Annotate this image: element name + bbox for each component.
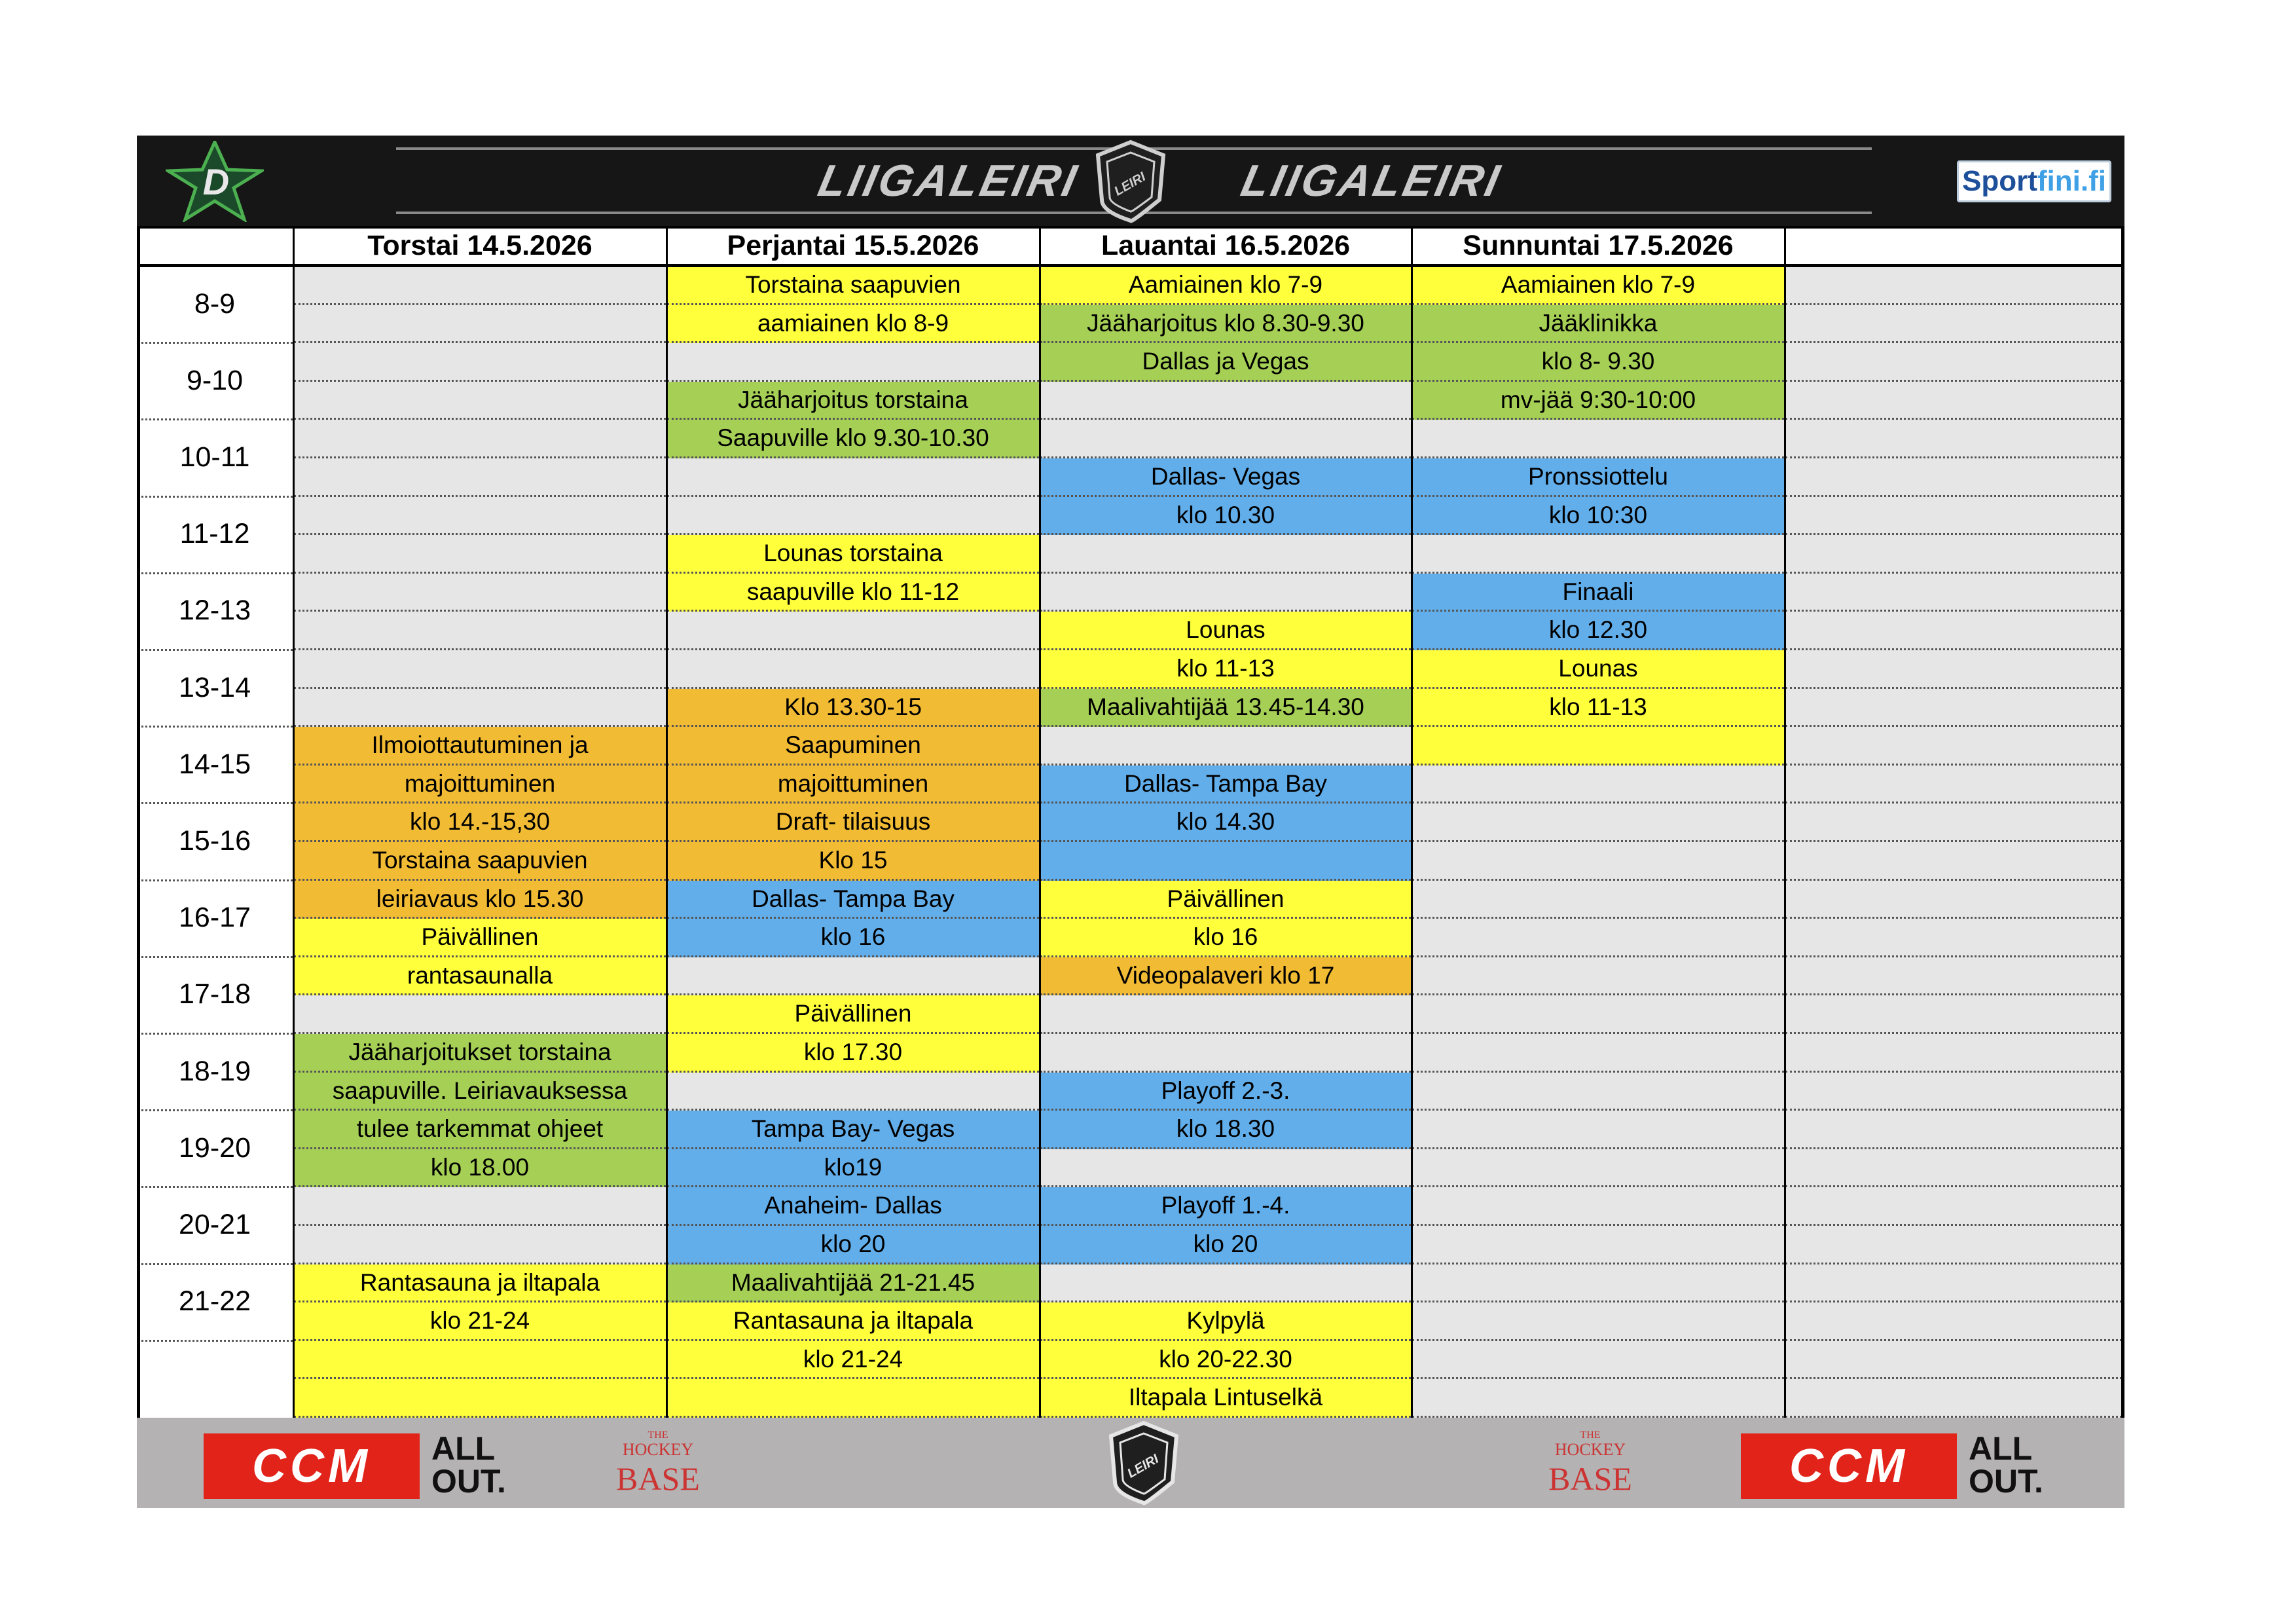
- sportfinni-logo-part2: fini.fi: [2037, 165, 2106, 197]
- schedule-cell: klo 11-13: [1412, 689, 1784, 728]
- schedule-cell: [294, 420, 666, 458]
- schedule-cell: [294, 650, 666, 689]
- day-header-3: Lauantai 16.5.2026: [1040, 226, 1411, 265]
- schedule-cell: [1785, 650, 2122, 689]
- grid-line: [137, 226, 140, 1418]
- sportfinni-logo: [1957, 160, 2111, 202]
- schedule-cell: Playoff 1.-4.: [1040, 1187, 1411, 1226]
- ccm-logo-left-text: CCM: [252, 1440, 371, 1492]
- schedule-cell: [1412, 1111, 1784, 1149]
- header-band: [137, 136, 2124, 226]
- schedule-cell: [294, 535, 666, 574]
- schedule-cell: Aamiainen klo 7-9: [1412, 267, 1784, 305]
- day-header-2: Perjantai 15.5.2026: [667, 226, 1039, 265]
- schedule-cell: [1785, 267, 2122, 305]
- schedule-cell: [667, 1073, 1039, 1111]
- schedule-cell: klo 21-24: [294, 1302, 666, 1341]
- schedule-cell: klo 16: [667, 919, 1039, 957]
- schedule-cell: klo 16: [1040, 919, 1411, 957]
- schedule-cell: [1785, 420, 2122, 458]
- grid-line: [2121, 226, 2124, 1418]
- schedule-cell: klo 14.-15,30: [294, 803, 666, 842]
- time-slot-label: 11-12: [179, 518, 250, 550]
- nhl-liigaleiri-shield-icon: [1090, 139, 1171, 223]
- schedule-cell: [1785, 1187, 2122, 1226]
- schedule-cell: [294, 497, 666, 536]
- schedule-cell: Lounas torstaina: [667, 535, 1039, 574]
- all-out-text-left: [431, 1432, 530, 1498]
- schedule-cell: Anaheim- Dallas: [667, 1187, 1039, 1226]
- grid-line: [1039, 226, 1041, 1418]
- schedule-cell: Klo 13.30-15: [667, 689, 1039, 728]
- all-out-left-line1: ALL: [431, 1430, 496, 1467]
- schedule-cell: Finaali: [1412, 574, 1784, 612]
- svg-text:D: D: [202, 161, 230, 202]
- schedule-cell: klo 8- 9.30: [1412, 343, 1784, 382]
- schedule-cell: [1040, 382, 1411, 420]
- hockey-base-right-hockey: HOCKEY: [1554, 1440, 1626, 1459]
- schedule-cell: Draft- tilaisuus: [667, 803, 1039, 842]
- schedule-cell: [294, 458, 666, 497]
- schedule-cell: [1412, 957, 1784, 996]
- schedule-cell: saapuville. Leiriavauksessa: [294, 1073, 666, 1111]
- schedule-cell: [1040, 574, 1411, 612]
- schedule-table: [137, 226, 2124, 1418]
- schedule-cell: tulee tarkemmat ohjeet: [294, 1111, 666, 1149]
- schedule-cell: [1785, 305, 2122, 344]
- schedule-cell: klo 18.30: [1040, 1111, 1411, 1149]
- schedule-cell: Päivällinen: [667, 995, 1039, 1034]
- time-slot-separator: [137, 726, 293, 728]
- schedule-cell: Lounas: [1412, 650, 1784, 689]
- day-header-5: [1785, 226, 2122, 265]
- schedule-cell: [294, 574, 666, 612]
- schedule-cell: [1412, 919, 1784, 957]
- nhl-liigaleiri-shield-footer-icon: [1103, 1420, 1184, 1505]
- schedule-cell: [294, 267, 666, 305]
- schedule-cell: [1412, 842, 1784, 881]
- time-slot-separator: [137, 1340, 293, 1342]
- schedule-cell: saapuville klo 11-12: [667, 574, 1039, 612]
- schedule-cell: aamiainen klo 8-9: [667, 305, 1039, 344]
- header-title-right: LIIGALEIRI: [1237, 156, 1506, 206]
- schedule-cell: [1412, 1226, 1784, 1264]
- dallas-stars-logo: [166, 141, 264, 222]
- schedule-cell: [1785, 1341, 2122, 1380]
- schedule-cell: [1412, 803, 1784, 842]
- schedule-cell: [1785, 1226, 2122, 1264]
- schedule-cell: [1785, 1264, 2122, 1303]
- schedule-cell: Kylpylä: [1040, 1302, 1411, 1341]
- schedule-cell: [1785, 382, 2122, 420]
- schedule-cell: [1040, 727, 1411, 766]
- schedule-cell: [667, 650, 1039, 689]
- schedule-cell: [294, 689, 666, 728]
- hockey-base-left-hockey: HOCKEY: [622, 1440, 694, 1459]
- grid-line: [666, 226, 668, 1418]
- hockey-base-right-base: BASE: [1548, 1460, 1632, 1497]
- time-slot-separator: [137, 1263, 293, 1265]
- schedule-cell: [1785, 919, 2122, 957]
- time-slot-label: 12-13: [179, 595, 251, 627]
- time-slot-label: 15-16: [179, 825, 251, 857]
- hockey-base-left-the: THE: [647, 1430, 668, 1441]
- schedule-cell: Jääklinikka: [1412, 305, 1784, 344]
- schedule-cell: [1412, 995, 1784, 1034]
- schedule-cell: [1785, 803, 2122, 842]
- schedule-cell: [1412, 420, 1784, 458]
- grid-line: [137, 264, 2124, 267]
- schedule-cell: Päivällinen: [1040, 881, 1411, 919]
- schedule-cell: [1040, 842, 1411, 881]
- hockey-base-logo-right: [1544, 1427, 1636, 1505]
- hockey-base-logo-left: [612, 1427, 704, 1505]
- schedule-cell: Jääharjoitus klo 8.30-9.30: [1040, 305, 1411, 344]
- schedule-cell: [667, 957, 1039, 996]
- time-slot-separator: [137, 418, 293, 420]
- schedule-cell: [1412, 1187, 1784, 1226]
- schedule-cell: [1040, 1034, 1411, 1073]
- time-slot-label: 16-17: [179, 902, 251, 934]
- schedule-cell: klo 18.00: [294, 1149, 666, 1188]
- schedule-cell: Torstaina saapuvien: [667, 267, 1039, 305]
- schedule-cell: [1040, 420, 1411, 458]
- schedule-cell: [1785, 727, 2122, 766]
- all-out-left-line2: OUT.: [431, 1463, 506, 1500]
- schedule-cell: Dallas- Vegas: [1040, 458, 1411, 497]
- schedule-cell: klo 21-24: [667, 1341, 1039, 1380]
- schedule-cell: [1412, 1302, 1784, 1341]
- schedule-cell: klo 11-13: [1040, 650, 1411, 689]
- schedule-cell: [1040, 1264, 1411, 1303]
- all-out-right-line1: ALL: [1969, 1430, 2033, 1467]
- day-header-4: Sunnuntai 17.5.2026: [1412, 226, 1784, 265]
- time-slot-separator: [137, 1033, 293, 1035]
- time-slot-separator: [137, 649, 293, 651]
- schedule-cell: [1412, 1341, 1784, 1380]
- schedule-cell: [294, 1187, 666, 1226]
- schedule-cell: Tampa Bay- Vegas: [667, 1111, 1039, 1149]
- schedule-cell: klo 20: [1040, 1226, 1411, 1264]
- schedule-cell: [1785, 574, 2122, 612]
- time-slot-label: 13-14: [179, 671, 251, 703]
- time-slot-label: 8-9: [194, 287, 236, 320]
- time-slot-label: 19-20: [179, 1132, 251, 1164]
- schedule-cell: [1785, 1302, 2122, 1341]
- schedule-cell: [294, 612, 666, 650]
- schedule-cell: [1785, 995, 2122, 1034]
- schedule-cell: Rantasauna ja iltapala: [294, 1264, 666, 1303]
- schedule-cell: [1412, 1149, 1784, 1188]
- schedule-cell: [1785, 689, 2122, 728]
- all-out-text-right: [1969, 1432, 2067, 1498]
- schedule-cell: leiriavaus klo 15.30: [294, 881, 666, 919]
- time-slot-separator: [137, 802, 293, 804]
- time-slot-separator: [137, 1186, 293, 1188]
- ccm-logo-left: [204, 1433, 420, 1499]
- schedule-cell: Dallas- Tampa Bay: [667, 881, 1039, 919]
- schedule-cell: [1785, 1034, 2122, 1073]
- schedule-cell: [1785, 343, 2122, 382]
- schedule-cell: Rantasauna ja iltapala: [667, 1302, 1039, 1341]
- schedule-cell: [1040, 535, 1411, 574]
- day-header-1: Torstai 14.5.2026: [294, 226, 666, 265]
- time-slot-separator: [137, 496, 293, 498]
- grid-line: [1411, 226, 1413, 1418]
- schedule-cell: Jääharjoitukset torstaina: [294, 1034, 666, 1073]
- time-slot-label: 21-22: [179, 1285, 251, 1318]
- time-slot-separator: [137, 572, 293, 574]
- schedule-cell: Klo 15: [667, 842, 1039, 881]
- schedule-cell: [294, 995, 666, 1034]
- schedule-cell: [1040, 995, 1411, 1034]
- time-slot-label: 14-15: [179, 748, 251, 780]
- corner-header: [137, 226, 293, 265]
- ccm-logo-right: [1741, 1433, 1957, 1499]
- schedule-cell: majoittuminen: [294, 766, 666, 804]
- time-slot-separator: [137, 1109, 293, 1111]
- schedule-cell: [667, 612, 1039, 650]
- schedule-cell: [1785, 842, 2122, 881]
- schedule-cell: [1785, 612, 2122, 650]
- schedule-cell: Lounas: [1040, 612, 1411, 650]
- time-slot-label: 18-19: [179, 1055, 251, 1087]
- schedule-cell: [294, 343, 666, 382]
- schedule-cell: [1412, 1379, 1784, 1418]
- schedule-cell: [667, 497, 1039, 536]
- schedule-cell: Maalivahtijää 13.45-14.30: [1040, 689, 1411, 728]
- schedule-cell: [294, 305, 666, 344]
- schedule-cell: [1785, 1111, 2122, 1149]
- time-slot-separator: [137, 342, 293, 344]
- schedule-cell: rantasaunalla: [294, 957, 666, 996]
- schedule-sheet: [137, 136, 2124, 1508]
- hockey-base-right-the: THE: [1580, 1430, 1601, 1441]
- time-slot-separator: [137, 879, 293, 881]
- time-slot-label: 20-21: [179, 1209, 251, 1240]
- time-slot-label: 17-18: [179, 978, 251, 1010]
- schedule-cell: Pronssiottelu: [1412, 458, 1784, 497]
- schedule-cell: [1412, 1073, 1784, 1111]
- schedule-cell: klo 14.30: [1040, 803, 1411, 842]
- schedule-cell: klo 12.30: [1412, 612, 1784, 650]
- svg-text:LEIRI: LEIRI: [1125, 1451, 1161, 1481]
- time-slot-label: 10-11: [179, 441, 250, 473]
- schedule-cell: [667, 343, 1039, 382]
- schedule-cell: Päivällinen: [294, 919, 666, 957]
- sportfinni-logo-part1: Sport: [1962, 165, 2037, 197]
- hockey-base-left-base: BASE: [616, 1460, 700, 1497]
- schedule-cell: [1785, 1379, 2122, 1418]
- schedule-cell: mv-jää 9:30-10:00: [1412, 382, 1784, 420]
- ccm-logo-right-text: CCM: [1789, 1440, 1908, 1492]
- schedule-cell: [1785, 535, 2122, 574]
- schedule-cell: [1785, 957, 2122, 996]
- schedule-cell: [1785, 766, 2122, 804]
- schedule-cell: klo19: [667, 1149, 1039, 1188]
- grid-line: [293, 226, 295, 1418]
- schedule-cell: [667, 1379, 1039, 1418]
- schedule-cell: Videopalaveri klo 17: [1040, 957, 1411, 996]
- schedule-cell: Saapuminen: [667, 727, 1039, 766]
- schedule-cell: [1412, 535, 1784, 574]
- schedule-cell: [1412, 727, 1784, 766]
- schedule-cell: [294, 382, 666, 420]
- all-out-right-line2: OUT.: [1969, 1463, 2043, 1500]
- schedule-cell: [1412, 1264, 1784, 1303]
- schedule-cell: [1785, 497, 2122, 536]
- schedule-cell: klo 10.30: [1040, 497, 1411, 536]
- header-title-left: LIIGALEIRI: [814, 156, 1084, 206]
- schedule-cell: klo 17.30: [667, 1034, 1039, 1073]
- schedule-cell: Dallas- Tampa Bay: [1040, 766, 1411, 804]
- schedule-cell: [1412, 881, 1784, 919]
- schedule-cell: [1785, 1073, 2122, 1111]
- schedule-cell: Playoff 2.-3.: [1040, 1073, 1411, 1111]
- schedule-cell: Iltapala Lintuselkä: [1040, 1379, 1411, 1418]
- time-slot-separator: [137, 956, 293, 958]
- schedule-cell: Aamiainen klo 7-9: [1040, 267, 1411, 305]
- schedule-cell: [294, 1341, 666, 1380]
- schedule-cell: Jääharjoitus torstaina: [667, 382, 1039, 420]
- time-slot-label: 9-10: [186, 364, 244, 396]
- schedule-cell: [1785, 1149, 2122, 1188]
- schedule-cell: [667, 458, 1039, 497]
- schedule-cell: [1785, 458, 2122, 497]
- schedule-cell: [294, 1379, 666, 1418]
- schedule-cell: Maalivahtijää 21-21.45: [667, 1264, 1039, 1303]
- schedule-cell: klo 20: [667, 1226, 1039, 1264]
- grid-line: [1784, 226, 1786, 1418]
- schedule-cell: [1785, 881, 2122, 919]
- footer-band: [137, 1418, 2124, 1508]
- schedule-cell: [1040, 1149, 1411, 1188]
- schedule-cell: majoittuminen: [667, 766, 1039, 804]
- schedule-cell: klo 20-22.30: [1040, 1341, 1411, 1380]
- schedule-cell: [1412, 766, 1784, 804]
- schedule-cell: Saapuville klo 9.30-10.30: [667, 420, 1039, 458]
- grid-line: [137, 226, 2124, 229]
- schedule-cell: [294, 1226, 666, 1264]
- schedule-cell: Ilmoiottautuminen ja: [294, 727, 666, 766]
- schedule-cell: [1412, 1034, 1784, 1073]
- schedule-cell: Torstaina saapuvien: [294, 842, 666, 881]
- schedule-cell: klo 10:30: [1412, 497, 1784, 536]
- svg-text:LEIRI: LEIRI: [1112, 169, 1148, 199]
- schedule-cell: Dallas ja Vegas: [1040, 343, 1411, 382]
